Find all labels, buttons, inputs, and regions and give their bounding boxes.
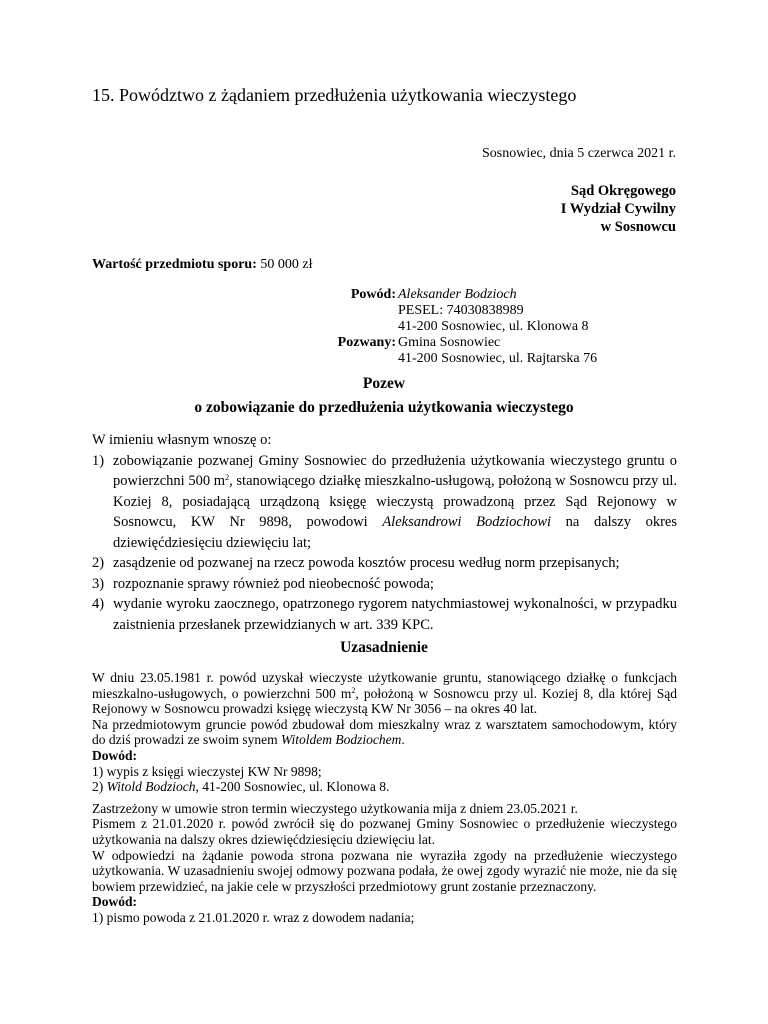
plaintiff-name: Aleksander Bodzioch [398,287,517,302]
request-number: 2) [92,555,105,571]
justification-body [92,670,677,926]
request-item: 1) zobowiązanie pozwanej Gminy Sosnowiec do przedłużenia użytkowania wieczystego gruntu o powierzchni 500 $m^2$, stanowiącego działkę mieszkalno-usługową, położoną w Sosnowcu przy ul. Koziej 8, posiadającą urządzoną księgę wieczystą prowadzoną przez Sąd Rejonowy w Sosnowcu, KW Nr 9898, powodowi Aleksandrowi Bodziochowi na dalszy okres dziewięćdziesięciu dziewięciu lat; [92,452,678,551]
evidence-item: 1) pismo powoda z 21.01.2020 r. wraz z dowodem nadania; [92,909,415,925]
court-city: w Sosnowcu [600,219,676,235]
evidence-label: Dowód: [92,894,138,910]
defendant-label: Pozwany: [337,335,396,350]
request-number: 3) [92,575,105,592]
justification-paragraph: W dniu 23.05.1981 r. powód uzyskał wieczyste użytkowanie gruntu, stanowiącego działkę o funkcjach mieszkalno-usługowych, o powierzchni 500 $m^2$, położoną w Sosnowcu przy ul. Koziej 8, dla której Sąd Rejonowy w Sosnowcu prowadzi księgę wieczystą KW Nr 3056 – na okres 40 lat. [92,670,677,717]
evidence-label: Dowód: [92,747,138,763]
plaintiff-name-inline: Aleksandrowi Bodziochowi [382,514,552,530]
justification-title: Uzasadnienie [340,639,428,656]
evidence-item: 2) Witold Bodzioch, 41-200 Sosnowiec, ul. Klonowa 8. [92,779,390,795]
request-item: 3) rozpoznanie sprawy również pod nieobecność powoda; [92,574,677,595]
request-number: 1) [92,452,105,469]
request-item: 4) wydanie wyroku zaocznego, opatrzonego rygorem natychmiastowej wykonalności, w przypadku zaistnienia przesłanek przewidzianych w art. 339 KPC. [92,596,677,633]
justification-paragraph: Pismem z 21.01.2020 r. powód zwrócił się do pozwanej Gminy Sosnowiec o przedłużenie wieczystego użytkowania na dalszy okres dziewięćdziesięciu dziewięciu lat. [92,816,677,847]
requests-intro: W imieniu własnym wnoszę o: [92,432,272,448]
document-title: Pozew [362,375,406,392]
justification-paragraph: Na przedmiotowym gruncie powód zbudował dom mieszkalny wraz z warsztatem samochodowym, który do dziś prowadzi ze swoim synem Witoldem Bodziochem. [92,716,677,748]
court-division: I Wydział Cywilny [560,201,676,217]
date-line: Sosnowiec, dnia 5 czerwca 2021 r. [482,146,676,161]
dispute-value [92,257,313,273]
son-name: Witoldem Bodziochem [280,732,402,748]
defendant-address: 41-200 Sosnowiec, ul. Rajtarska 76 [398,351,598,366]
court-address [561,182,676,236]
court-name: Sąd Okręgowego [570,183,676,199]
plaintiff-address: 41-200 Sosnowiec, ul. Klonowa 8 [398,319,589,334]
document-subtitle: o zobowiązanie do przedłużenia użytkowania wieczystego [194,399,574,416]
evidence-item: 1) wypis z księgi wieczystej KW Nr 9898; [92,763,322,779]
request-number: 4) [92,596,105,612]
defendant-name: Gmina Sosnowiec [398,335,501,350]
section-heading: 15. Powództwo z żądaniem przedłużenia użytkowania wieczystego [92,85,577,105]
requests-section [92,430,677,635]
plaintiff-label: Powód: [350,287,396,302]
plaintiff-pesel: PESEL: 74030838989 [398,303,524,318]
request-item: 2) zasądzenie od pozwanej na rzecz powoda kosztów procesu według norm przepisanych; [92,553,677,574]
dispute-value-label: Wartość przedmiotu sporu: [92,257,257,272]
justification-paragraph: W odpowiedzi na żądanie powoda strona pozwana nie wyraziła zgody na przedłużenie wieczystego użytkowania. W uzasadnieniu swojej odmowy pozwana podała, że owej zgody wyrazić nie może, nie da się bowiem przewidzieć, na jakie cele w przyszłości przedmiotowy grunt zostanie przeznaczony. [92,847,677,894]
justification-paragraph: Zastrzeżony w umowie stron termin wieczystego użytkowania mija z dniem 23.05.2021 r. [92,800,578,816]
dispute-value-amount: 50 000 zł [260,257,313,272]
parties-block [0,287,768,367]
